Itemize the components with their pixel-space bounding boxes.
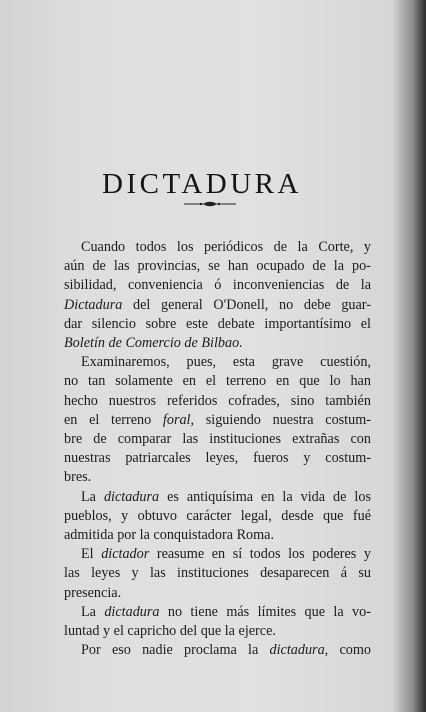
- word: cofrades,: [228, 392, 280, 409]
- word: dar: [64, 315, 83, 332]
- word: y: [363, 546, 371, 563]
- word: El: [81, 546, 94, 563]
- word: todos: [135, 239, 167, 255]
- word: y: [363, 239, 371, 255]
- word: el: [205, 373, 217, 390]
- word: foral,: [162, 411, 195, 428]
- text-line: [64, 584, 371, 603]
- word: inconveniencias: [232, 277, 325, 294]
- text-line: [64, 622, 371, 641]
- word: en: [261, 488, 275, 505]
- text-line: [64, 603, 371, 622]
- word: solamente: [115, 373, 173, 390]
- word: tan: [88, 373, 106, 390]
- word: de: [92, 258, 106, 275]
- word: Corte,: [318, 239, 354, 255]
- text-line: [64, 353, 371, 372]
- word: también: [325, 392, 371, 409]
- word: su: [358, 565, 371, 582]
- word: de: [335, 277, 350, 294]
- word: sobre: [145, 315, 177, 332]
- word: eso: [111, 642, 131, 659]
- word: Cuando: [81, 239, 126, 255]
- word: fué: [352, 507, 371, 524]
- word: poderes: [312, 546, 357, 563]
- word: la: [248, 642, 259, 659]
- word: se: [208, 258, 220, 275]
- word: esta: [232, 354, 255, 371]
- text-line: [64, 392, 371, 411]
- word: vida: [300, 488, 326, 505]
- text-line: [64, 641, 371, 660]
- word: reasume: [156, 546, 205, 563]
- word: Examinaremos,: [81, 354, 170, 371]
- word: y: [131, 565, 139, 582]
- word: del: [132, 296, 151, 313]
- word: en: [182, 373, 196, 390]
- word: todos: [249, 546, 281, 563]
- word: con: [350, 431, 371, 448]
- word: terreno: [225, 373, 267, 390]
- word: de: [333, 488, 347, 505]
- word: general: [160, 296, 203, 313]
- word: dictador: [101, 546, 150, 563]
- text-line: [64, 296, 371, 315]
- word: las: [64, 565, 80, 582]
- word: instituciones: [209, 431, 281, 448]
- word: dictadura,: [269, 642, 329, 659]
- word: proclama: [184, 642, 237, 659]
- word: que: [322, 507, 344, 524]
- word: que: [304, 603, 326, 620]
- word: desaparecen: [260, 565, 330, 582]
- word: vo-: [352, 603, 371, 620]
- word: referidos: [166, 392, 218, 409]
- word: extrañas: [292, 431, 340, 448]
- word: el: [360, 315, 371, 332]
- word: presencia.: [64, 584, 122, 601]
- word: límites: [257, 603, 297, 620]
- word: La: [81, 488, 96, 505]
- word: pueblos,: [64, 507, 112, 524]
- word: más: [226, 603, 250, 620]
- word: importantísimo: [264, 315, 352, 332]
- word: dictadura: [104, 603, 160, 620]
- word: patriarcales: [125, 450, 191, 467]
- word: han: [350, 373, 371, 390]
- word: bres.: [64, 469, 92, 486]
- word: costum-: [325, 450, 371, 467]
- word: ocupado: [256, 258, 305, 275]
- word: los: [354, 488, 371, 505]
- word: dictadura: [103, 488, 160, 505]
- word: nuestra: [272, 411, 314, 428]
- word: Boletín de Comercio de Bilbao.: [64, 335, 243, 352]
- word: de: [93, 431, 107, 448]
- text-line: [64, 334, 371, 353]
- word: los: [288, 546, 305, 563]
- word: en: [275, 373, 290, 390]
- word: no: [167, 603, 183, 620]
- word: debate: [217, 315, 255, 332]
- text-line: [64, 507, 371, 526]
- word: guar-: [341, 296, 371, 313]
- word: como: [339, 642, 371, 659]
- text-line: [64, 545, 371, 564]
- word: que: [299, 373, 320, 390]
- word: nuestras: [64, 450, 111, 467]
- word: los: [176, 239, 194, 255]
- text-line: [64, 238, 371, 257]
- word: el: [89, 411, 100, 428]
- word: hecho: [64, 392, 98, 409]
- word: de: [273, 239, 288, 255]
- word: lo: [329, 373, 341, 390]
- word: la: [333, 258, 345, 275]
- text-line: [64, 315, 371, 334]
- word: este: [185, 315, 209, 332]
- word: siguiendo: [205, 411, 261, 428]
- word: la: [282, 488, 293, 505]
- word: cuestión,: [320, 354, 371, 371]
- word: no: [64, 373, 79, 390]
- word: obtuvo: [137, 507, 178, 524]
- text-line: [64, 430, 371, 449]
- word: costum-: [325, 411, 371, 428]
- word: las: [182, 431, 199, 448]
- word: provincias,: [137, 258, 201, 275]
- word: antiquísima: [186, 488, 254, 505]
- word: leyes,: [205, 450, 239, 467]
- text-line: [64, 276, 371, 295]
- title-ornament: [184, 201, 236, 207]
- word: en: [64, 411, 78, 428]
- word: y: [121, 507, 129, 524]
- word: carácter: [186, 507, 232, 524]
- word: han: [227, 258, 249, 275]
- word: leyes: [91, 565, 121, 582]
- text-line: [64, 488, 371, 507]
- word: la: [333, 603, 344, 620]
- word: las: [113, 258, 130, 275]
- word: silencio: [91, 315, 136, 332]
- word: á: [340, 565, 348, 582]
- word: aún: [64, 258, 85, 275]
- text-line: [64, 257, 371, 276]
- word: admitida por la conquistadora Roma.: [64, 527, 274, 544]
- word: sino: [290, 392, 315, 409]
- word: po-: [351, 258, 371, 275]
- text-line: [64, 372, 371, 391]
- word: Por: [81, 642, 101, 659]
- word: periódicos: [204, 239, 264, 255]
- word: Dictadura: [64, 296, 123, 313]
- word: las: [149, 565, 166, 582]
- text-line: [64, 468, 371, 487]
- word: O'Donell,: [213, 296, 269, 313]
- word: legal,: [240, 507, 272, 524]
- word: luntad y el capricho del que la ejerce.: [64, 623, 276, 640]
- word: ó: [214, 277, 222, 294]
- word: sí: [232, 546, 243, 563]
- word: conveniencia: [127, 277, 203, 294]
- text-line: [64, 526, 371, 545]
- word: La: [81, 603, 96, 620]
- word: nadie: [142, 642, 173, 659]
- body-text: [64, 238, 371, 660]
- word: es: [167, 488, 179, 505]
- text-line: [64, 411, 371, 430]
- word: terreno: [111, 411, 152, 428]
- word: no: [279, 296, 294, 313]
- word: pues,: [186, 354, 217, 371]
- word: fueros: [253, 450, 289, 467]
- text-line: [64, 564, 371, 583]
- word: nuestros: [108, 392, 157, 409]
- word: la: [297, 239, 308, 255]
- word: tiene: [190, 603, 218, 620]
- word: y: [303, 450, 311, 467]
- word: en: [211, 546, 226, 563]
- word: comparar: [117, 431, 172, 448]
- word: de: [312, 258, 326, 275]
- word: desde: [281, 507, 314, 524]
- word: la: [360, 277, 371, 294]
- chapter-title: DICTADURA: [102, 168, 302, 200]
- word: bre: [64, 431, 83, 448]
- word: grave: [271, 354, 304, 371]
- text-line: [64, 449, 371, 468]
- word: instituciones: [177, 565, 249, 582]
- word: debe: [303, 296, 331, 313]
- word: sibilidad,: [64, 277, 117, 294]
